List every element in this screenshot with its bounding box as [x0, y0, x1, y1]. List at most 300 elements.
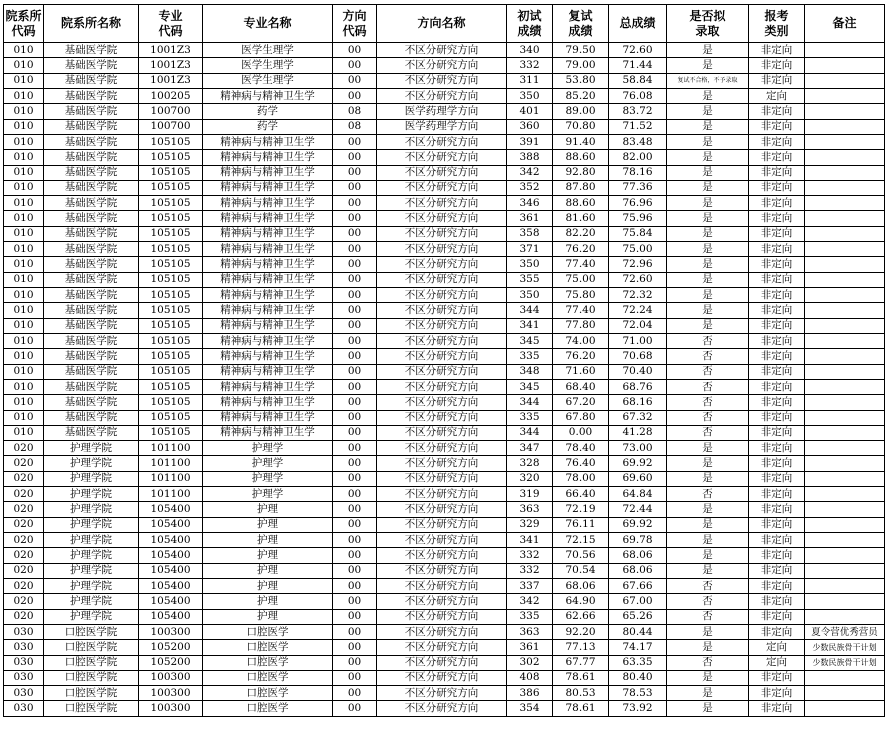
- cell-direction-name: 不区分研究方向: [377, 609, 507, 624]
- cell-apply-type: 非定向: [749, 288, 805, 303]
- cell-prelim-score: 363: [507, 502, 553, 517]
- cell-major-code: 105105: [139, 395, 203, 410]
- cell-major-name: 口腔医学: [203, 640, 333, 655]
- cell-remark: [805, 563, 885, 578]
- cell-dept-name: 基础医学院: [44, 242, 139, 257]
- cell-total-score: 83.72: [609, 104, 667, 119]
- cell-admit-status: 是: [667, 303, 749, 318]
- cell-apply-type: 非定向: [749, 594, 805, 609]
- cell-direction-code: 00: [333, 533, 377, 548]
- cell-dept-code: 010: [4, 119, 44, 134]
- cell-total-score: 67.00: [609, 594, 667, 609]
- cell-major-name: 护理学: [203, 456, 333, 471]
- table-row: [4, 242, 885, 257]
- cell-remark: [805, 134, 885, 149]
- cell-retest-score: 88.60: [553, 150, 609, 165]
- cell-total-score: 80.44: [609, 624, 667, 639]
- table-row: [4, 226, 885, 241]
- cell-prelim-score: 344: [507, 395, 553, 410]
- cell-dept-code: 020: [4, 517, 44, 532]
- cell-dept-code: 010: [4, 165, 44, 180]
- cell-admit-status: 是: [667, 196, 749, 211]
- cell-major-code: 101100: [139, 487, 203, 502]
- cell-direction-code: 00: [333, 594, 377, 609]
- cell-prelim-score: 341: [507, 533, 553, 548]
- cell-prelim-score: 386: [507, 686, 553, 701]
- cell-total-score: 76.08: [609, 88, 667, 103]
- cell-retest-score: 64.90: [553, 594, 609, 609]
- table-row: [4, 533, 885, 548]
- cell-direction-code: 00: [333, 655, 377, 670]
- cell-dept-name: 护理学院: [44, 578, 139, 593]
- cell-retest-score: 75.00: [553, 272, 609, 287]
- cell-admit-status: 否: [667, 333, 749, 348]
- cell-major-name: 精神病与精神卫生学: [203, 257, 333, 272]
- table-row: [4, 594, 885, 609]
- cell-major-name: 口腔医学: [203, 701, 333, 716]
- cell-major-code: 105105: [139, 211, 203, 226]
- cell-total-score: 67.66: [609, 578, 667, 593]
- cell-direction-name: 不区分研究方向: [377, 624, 507, 639]
- cell-direction-code: 00: [333, 410, 377, 425]
- cell-major-code: 105200: [139, 655, 203, 670]
- admission-table: [3, 4, 885, 717]
- cell-dept-code: 010: [4, 257, 44, 272]
- cell-dept-name: 基础医学院: [44, 211, 139, 226]
- cell-major-code: 105105: [139, 134, 203, 149]
- cell-direction-name: 不区分研究方向: [377, 211, 507, 226]
- cell-admit-status: 否: [667, 487, 749, 502]
- cell-prelim-score: 391: [507, 134, 553, 149]
- cell-dept-code: 010: [4, 318, 44, 333]
- table-row: [4, 58, 885, 73]
- cell-dept-code: 010: [4, 196, 44, 211]
- cell-major-name: 精神病与精神卫生学: [203, 303, 333, 318]
- cell-dept-code: 020: [4, 456, 44, 471]
- cell-direction-name: 不区分研究方向: [377, 456, 507, 471]
- cell-remark: [805, 226, 885, 241]
- cell-retest-score: 78.40: [553, 441, 609, 456]
- cell-retest-score: 76.20: [553, 242, 609, 257]
- cell-dept-code: 020: [4, 594, 44, 609]
- cell-apply-type: 非定向: [749, 471, 805, 486]
- header-prelim-score: 初试 成绩: [507, 5, 553, 43]
- cell-major-code: 101100: [139, 456, 203, 471]
- cell-apply-type: 非定向: [749, 272, 805, 287]
- cell-major-code: 105105: [139, 288, 203, 303]
- cell-remark: [805, 471, 885, 486]
- cell-dept-name: 基础医学院: [44, 88, 139, 103]
- cell-direction-code: 00: [333, 624, 377, 639]
- cell-remark: [805, 211, 885, 226]
- cell-direction-name: 不区分研究方向: [377, 180, 507, 195]
- cell-direction-code: 00: [333, 640, 377, 655]
- cell-dept-name: 护理学院: [44, 517, 139, 532]
- cell-retest-score: 70.56: [553, 548, 609, 563]
- cell-major-code: 1001Z3: [139, 43, 203, 58]
- cell-dept-code: 010: [4, 88, 44, 103]
- cell-prelim-score: 401: [507, 104, 553, 119]
- cell-dept-name: 口腔医学院: [44, 686, 139, 701]
- cell-total-score: 73.92: [609, 701, 667, 716]
- table-row: [4, 670, 885, 685]
- table-row: [4, 288, 885, 303]
- cell-major-code: 105105: [139, 180, 203, 195]
- table-row: [4, 180, 885, 195]
- cell-major-name: 精神病与精神卫生学: [203, 364, 333, 379]
- cell-direction-name: 不区分研究方向: [377, 349, 507, 364]
- cell-direction-name: 不区分研究方向: [377, 471, 507, 486]
- cell-major-name: 医学生理学: [203, 58, 333, 73]
- cell-direction-code: 00: [333, 318, 377, 333]
- cell-remark: [805, 379, 885, 394]
- cell-dept-name: 护理学院: [44, 456, 139, 471]
- cell-retest-score: 76.20: [553, 349, 609, 364]
- cell-major-code: 105400: [139, 517, 203, 532]
- cell-major-code: 105105: [139, 318, 203, 333]
- cell-apply-type: 非定向: [749, 180, 805, 195]
- cell-direction-name: 不区分研究方向: [377, 379, 507, 394]
- cell-retest-score: 88.60: [553, 196, 609, 211]
- cell-direction-name: 不区分研究方向: [377, 395, 507, 410]
- cell-retest-score: 70.80: [553, 119, 609, 134]
- cell-dept-code: 030: [4, 655, 44, 670]
- cell-admit-status: 是: [667, 502, 749, 517]
- table-row: [4, 104, 885, 119]
- cell-apply-type: 非定向: [749, 104, 805, 119]
- cell-major-code: 1001Z3: [139, 73, 203, 88]
- table-row: [4, 624, 885, 639]
- cell-dept-code: 010: [4, 43, 44, 58]
- cell-total-score: 72.44: [609, 502, 667, 517]
- cell-total-score: 72.04: [609, 318, 667, 333]
- cell-remark: [805, 119, 885, 134]
- cell-dept-code: 020: [4, 578, 44, 593]
- cell-direction-name: 不区分研究方向: [377, 134, 507, 149]
- cell-direction-code: 00: [333, 272, 377, 287]
- cell-dept-name: 护理学院: [44, 609, 139, 624]
- cell-major-name: 护理: [203, 533, 333, 548]
- cell-apply-type: 非定向: [749, 425, 805, 440]
- cell-major-code: 105400: [139, 578, 203, 593]
- cell-remark: [805, 456, 885, 471]
- cell-remark: [805, 441, 885, 456]
- cell-dept-code: 020: [4, 487, 44, 502]
- cell-total-score: 41.28: [609, 425, 667, 440]
- cell-apply-type: 非定向: [749, 670, 805, 685]
- cell-direction-code: 08: [333, 104, 377, 119]
- cell-major-code: 105105: [139, 242, 203, 257]
- cell-remark: [805, 349, 885, 364]
- cell-major-code: 105105: [139, 303, 203, 318]
- cell-total-score: 70.68: [609, 349, 667, 364]
- cell-apply-type: 非定向: [749, 456, 805, 471]
- cell-direction-name: 不区分研究方向: [377, 502, 507, 517]
- cell-major-name: 医学生理学: [203, 43, 333, 58]
- cell-admit-status: 是: [667, 88, 749, 103]
- header-major-code: 专业 代码: [139, 5, 203, 43]
- table-row: [4, 395, 885, 410]
- cell-apply-type: 非定向: [749, 502, 805, 517]
- cell-major-code: 105400: [139, 609, 203, 624]
- cell-dept-code: 010: [4, 349, 44, 364]
- table-row: [4, 655, 885, 670]
- cell-prelim-score: 342: [507, 594, 553, 609]
- cell-dept-name: 护理学院: [44, 533, 139, 548]
- cell-retest-score: 80.53: [553, 686, 609, 701]
- cell-direction-name: 不区分研究方向: [377, 563, 507, 578]
- cell-admit-status: 是: [667, 471, 749, 486]
- cell-prelim-score: 329: [507, 517, 553, 532]
- cell-total-score: 72.24: [609, 303, 667, 318]
- cell-admit-status: 是: [667, 640, 749, 655]
- cell-direction-name: 不区分研究方向: [377, 655, 507, 670]
- cell-dept-name: 口腔医学院: [44, 670, 139, 685]
- cell-admit-status: 是: [667, 701, 749, 716]
- cell-retest-score: 77.40: [553, 257, 609, 272]
- cell-direction-code: 00: [333, 73, 377, 88]
- cell-major-name: 精神病与精神卫生学: [203, 211, 333, 226]
- cell-apply-type: 非定向: [749, 364, 805, 379]
- cell-dept-code: 010: [4, 180, 44, 195]
- cell-admit-status: 否: [667, 578, 749, 593]
- cell-apply-type: 非定向: [749, 303, 805, 318]
- cell-remark: [805, 242, 885, 257]
- cell-major-name: 护理学: [203, 487, 333, 502]
- table-row: [4, 349, 885, 364]
- cell-admit-status: 是: [667, 180, 749, 195]
- cell-direction-code: 00: [333, 196, 377, 211]
- cell-admit-status: 否: [667, 410, 749, 425]
- cell-dept-code: 030: [4, 670, 44, 685]
- cell-prelim-score: 311: [507, 73, 553, 88]
- cell-admit-status: 否: [667, 609, 749, 624]
- cell-dept-code: 020: [4, 563, 44, 578]
- cell-major-code: 100300: [139, 686, 203, 701]
- cell-remark: [805, 395, 885, 410]
- cell-admit-status: 否: [667, 349, 749, 364]
- cell-direction-name: 不区分研究方向: [377, 88, 507, 103]
- cell-remark: [805, 548, 885, 563]
- cell-major-name: 精神病与精神卫生学: [203, 134, 333, 149]
- header-remark: 备注: [805, 5, 885, 43]
- table-row: [4, 425, 885, 440]
- cell-remark: [805, 701, 885, 716]
- cell-admit-status: 是: [667, 517, 749, 532]
- cell-direction-name: 不区分研究方向: [377, 533, 507, 548]
- table-row: [4, 165, 885, 180]
- cell-major-name: 精神病与精神卫生学: [203, 288, 333, 303]
- cell-total-score: 63.35: [609, 655, 667, 670]
- cell-major-name: 精神病与精神卫生学: [203, 395, 333, 410]
- cell-total-score: 71.00: [609, 333, 667, 348]
- cell-retest-score: 79.50: [553, 43, 609, 58]
- cell-direction-code: 00: [333, 43, 377, 58]
- cell-apply-type: 定向: [749, 655, 805, 670]
- cell-apply-type: 非定向: [749, 563, 805, 578]
- cell-retest-score: 82.20: [553, 226, 609, 241]
- cell-prelim-score: 350: [507, 257, 553, 272]
- cell-dept-name: 基础医学院: [44, 165, 139, 180]
- cell-total-score: 72.60: [609, 272, 667, 287]
- cell-remark: [805, 150, 885, 165]
- cell-remark: [805, 58, 885, 73]
- cell-prelim-score: 328: [507, 456, 553, 471]
- cell-major-name: 精神病与精神卫生学: [203, 226, 333, 241]
- cell-total-score: 72.60: [609, 43, 667, 58]
- cell-apply-type: 非定向: [749, 150, 805, 165]
- cell-dept-name: 基础医学院: [44, 425, 139, 440]
- cell-direction-name: 不区分研究方向: [377, 165, 507, 180]
- cell-dept-code: 010: [4, 379, 44, 394]
- cell-remark: [805, 670, 885, 685]
- cell-prelim-score: 350: [507, 88, 553, 103]
- cell-dept-code: 010: [4, 211, 44, 226]
- header-direction-code: 方向 代码: [333, 5, 377, 43]
- cell-dept-name: 护理学院: [44, 563, 139, 578]
- cell-prelim-score: 363: [507, 624, 553, 639]
- cell-direction-code: 00: [333, 563, 377, 578]
- cell-dept-name: 基础医学院: [44, 303, 139, 318]
- cell-dept-code: 020: [4, 609, 44, 624]
- cell-apply-type: 非定向: [749, 134, 805, 149]
- cell-dept-name: 基础医学院: [44, 196, 139, 211]
- cell-retest-score: 78.61: [553, 670, 609, 685]
- cell-major-name: 口腔医学: [203, 655, 333, 670]
- cell-dept-name: 基础医学院: [44, 150, 139, 165]
- cell-remark: [805, 333, 885, 348]
- cell-direction-name: 不区分研究方向: [377, 257, 507, 272]
- cell-dept-name: 基础医学院: [44, 288, 139, 303]
- cell-remark: [805, 303, 885, 318]
- cell-retest-score: 72.19: [553, 502, 609, 517]
- cell-major-code: 100300: [139, 701, 203, 716]
- cell-prelim-score: 302: [507, 655, 553, 670]
- cell-major-code: 105400: [139, 548, 203, 563]
- cell-retest-score: 74.00: [553, 333, 609, 348]
- cell-retest-score: 76.40: [553, 456, 609, 471]
- cell-direction-name: 不区分研究方向: [377, 303, 507, 318]
- cell-dept-name: 口腔医学院: [44, 655, 139, 670]
- cell-major-name: 护理: [203, 563, 333, 578]
- cell-total-score: 72.32: [609, 288, 667, 303]
- cell-dept-name: 基础医学院: [44, 395, 139, 410]
- cell-major-name: 护理: [203, 594, 333, 609]
- cell-dept-name: 护理学院: [44, 502, 139, 517]
- cell-admit-status: 是: [667, 318, 749, 333]
- cell-prelim-score: 360: [507, 119, 553, 134]
- cell-major-code: 105105: [139, 257, 203, 272]
- cell-prelim-score: 352: [507, 180, 553, 195]
- cell-dept-code: 030: [4, 686, 44, 701]
- cell-retest-score: 89.00: [553, 104, 609, 119]
- table-row: [4, 517, 885, 532]
- cell-dept-name: 基础医学院: [44, 134, 139, 149]
- cell-retest-score: 81.60: [553, 211, 609, 226]
- table-row: [4, 609, 885, 624]
- cell-prelim-score: 332: [507, 548, 553, 563]
- cell-prelim-score: 355: [507, 272, 553, 287]
- cell-major-code: 105400: [139, 563, 203, 578]
- cell-admit-status: 是: [667, 624, 749, 639]
- cell-direction-code: 00: [333, 670, 377, 685]
- cell-direction-code: 00: [333, 134, 377, 149]
- cell-direction-name: 医学药理学方向: [377, 104, 507, 119]
- cell-dept-code: 030: [4, 624, 44, 639]
- cell-retest-score: 87.80: [553, 180, 609, 195]
- header-dept-code: 院系所 代码: [4, 5, 44, 43]
- cell-dept-name: 口腔医学院: [44, 624, 139, 639]
- cell-direction-name: 不区分研究方向: [377, 364, 507, 379]
- cell-retest-score: 92.80: [553, 165, 609, 180]
- cell-major-code: 105105: [139, 364, 203, 379]
- cell-retest-score: 76.11: [553, 517, 609, 532]
- cell-remark: [805, 73, 885, 88]
- cell-major-name: 精神病与精神卫生学: [203, 333, 333, 348]
- cell-total-score: 70.40: [609, 364, 667, 379]
- cell-admit-status: 是: [667, 441, 749, 456]
- cell-apply-type: 定向: [749, 88, 805, 103]
- cell-direction-code: 00: [333, 58, 377, 73]
- cell-admit-status: 复试不合格，不予录取: [667, 73, 749, 88]
- cell-admit-status: 否: [667, 594, 749, 609]
- cell-major-code: 105400: [139, 533, 203, 548]
- cell-prelim-score: 342: [507, 165, 553, 180]
- cell-dept-name: 基础医学院: [44, 318, 139, 333]
- table-row: [4, 303, 885, 318]
- cell-major-name: 精神病与精神卫生学: [203, 196, 333, 211]
- cell-direction-code: 00: [333, 456, 377, 471]
- cell-dept-code: 010: [4, 395, 44, 410]
- cell-apply-type: 非定向: [749, 487, 805, 502]
- cell-direction-name: 不区分研究方向: [377, 410, 507, 425]
- cell-apply-type: 非定向: [749, 257, 805, 272]
- cell-major-name: 医学生理学: [203, 73, 333, 88]
- cell-remark: 夏令营优秀营员: [805, 624, 885, 639]
- cell-direction-code: 00: [333, 548, 377, 563]
- cell-admit-status: 是: [667, 257, 749, 272]
- cell-major-name: 精神病与精神卫生学: [203, 180, 333, 195]
- cell-retest-score: 53.80: [553, 73, 609, 88]
- cell-direction-name: 不区分研究方向: [377, 196, 507, 211]
- cell-prelim-score: 347: [507, 441, 553, 456]
- cell-major-code: 105105: [139, 150, 203, 165]
- table-row: [4, 548, 885, 563]
- cell-dept-code: 010: [4, 272, 44, 287]
- cell-retest-score: 92.20: [553, 624, 609, 639]
- cell-major-code: 105200: [139, 640, 203, 655]
- cell-direction-name: 不区分研究方向: [377, 670, 507, 685]
- cell-major-code: 105105: [139, 379, 203, 394]
- cell-apply-type: 非定向: [749, 349, 805, 364]
- cell-total-score: 69.78: [609, 533, 667, 548]
- cell-admit-status: 是: [667, 670, 749, 685]
- cell-major-name: 药学: [203, 104, 333, 119]
- cell-dept-name: 基础医学院: [44, 226, 139, 241]
- cell-total-score: 82.00: [609, 150, 667, 165]
- table-row: [4, 640, 885, 655]
- cell-major-name: 护理: [203, 578, 333, 593]
- cell-apply-type: 非定向: [749, 379, 805, 394]
- cell-retest-score: 68.40: [553, 379, 609, 394]
- cell-dept-code: 010: [4, 73, 44, 88]
- cell-dept-name: 基础医学院: [44, 73, 139, 88]
- cell-dept-name: 护理学院: [44, 471, 139, 486]
- cell-remark: [805, 43, 885, 58]
- cell-major-name: 精神病与精神卫生学: [203, 349, 333, 364]
- cell-dept-code: 020: [4, 471, 44, 486]
- cell-direction-name: 不区分研究方向: [377, 73, 507, 88]
